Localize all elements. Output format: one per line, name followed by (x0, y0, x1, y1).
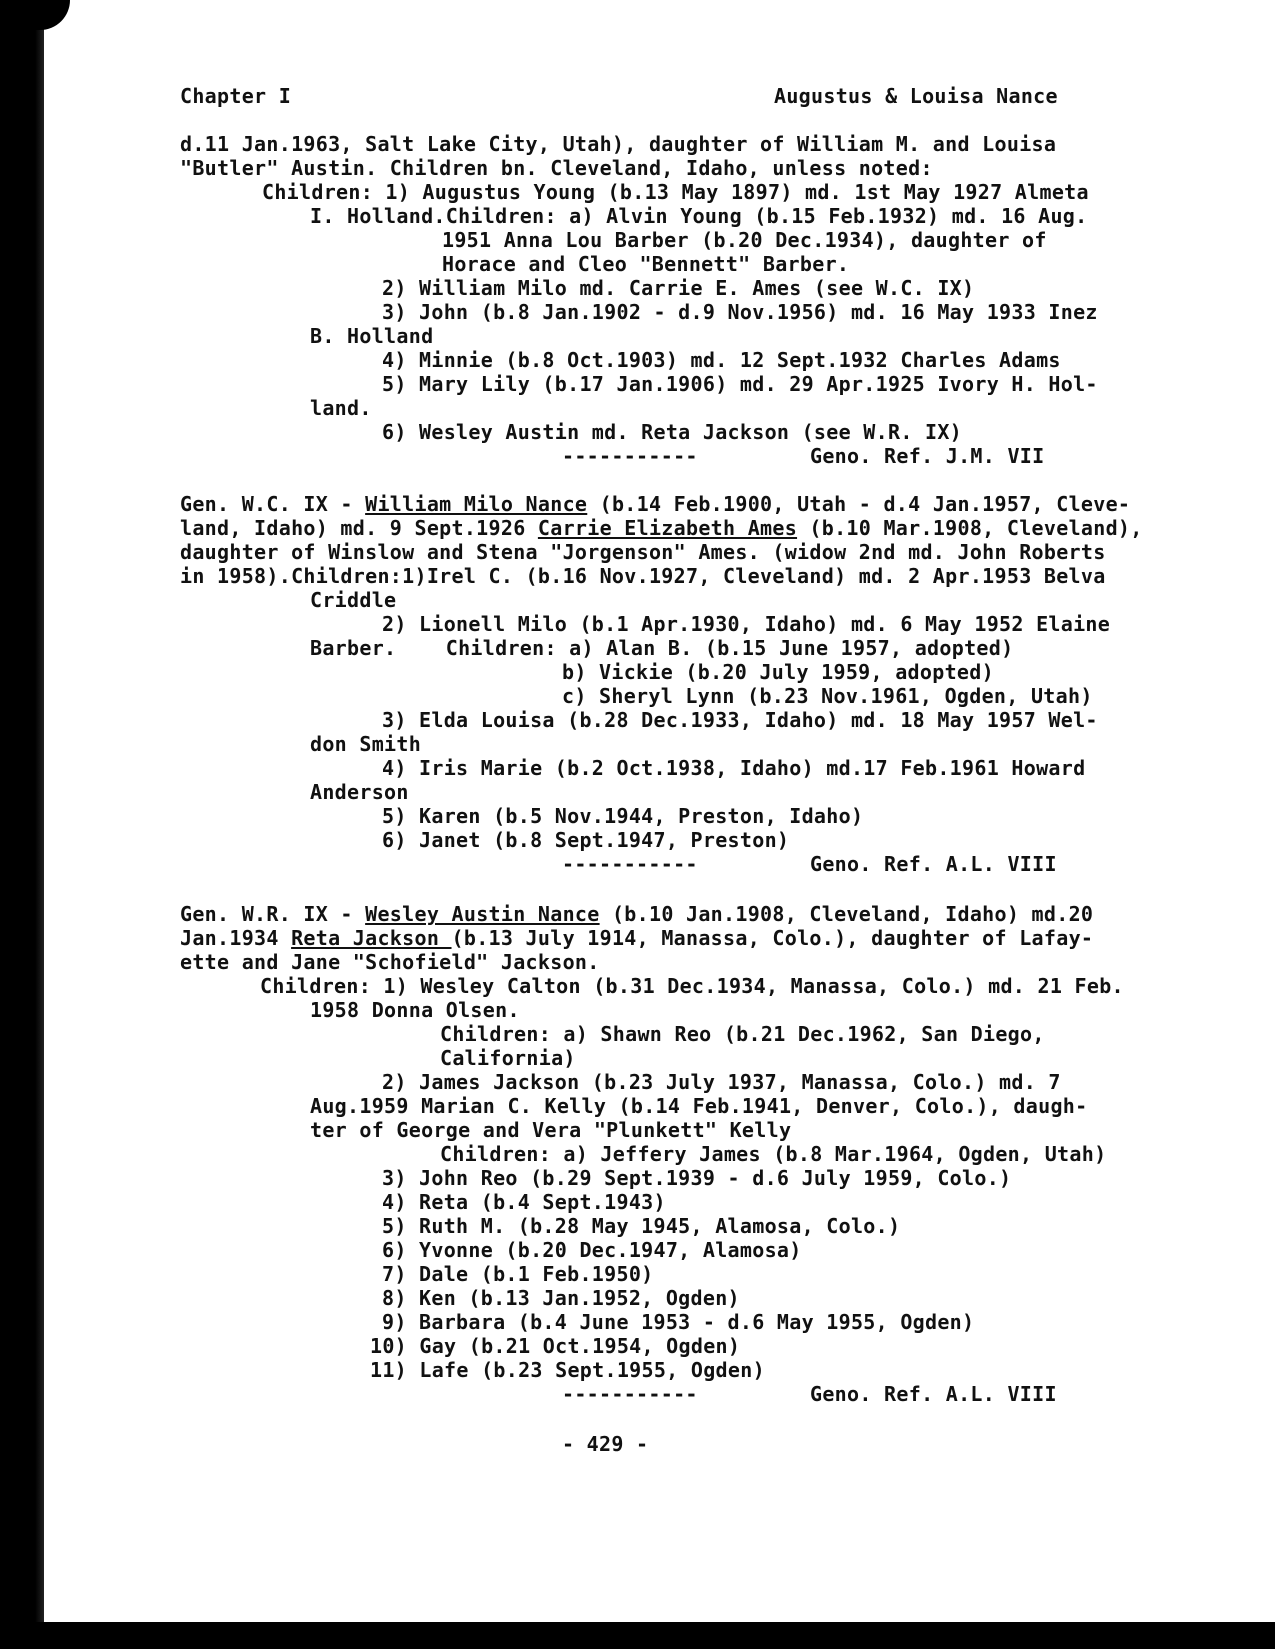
text-line: ter of George and Vera "Plunkett" Kelly (310, 1118, 792, 1142)
person-name: William Milo Nance (365, 492, 588, 516)
text-line: 4) Iris Marie (b.2 Oct.1938, Idaho) md.17 Feb.1961 Howard (382, 756, 1086, 780)
text-line: b) Vickie (b.20 July 1959, adopted) (562, 660, 994, 684)
text-line: Children: 1) Wesley Calton (b.31 Dec.1934, Manassa, Colo.) md. 21 Feb. (260, 974, 1124, 998)
text-line: 2) William Milo md. Carrie E. Ames (see W.C. IX) (382, 276, 975, 300)
text-line: 3) Elda Louisa (b.28 Dec.1933, Idaho) md. 18 May 1957 Wel- (382, 708, 1098, 732)
section-divider: ----------- (562, 852, 698, 876)
scan-edge-bottom (0, 1622, 1275, 1649)
text-span: (b.10 Jan.1908, Cleveland, Idaho) md.20 (599, 902, 1094, 926)
text-line: B. Holland (310, 324, 434, 348)
text-line: land. (310, 396, 372, 420)
text-span: (b.10 Mar.1908, Cleveland), (797, 516, 1143, 540)
text-line: 11) Lafe (b.23 Sept.1955, Ogden) (370, 1358, 765, 1382)
text-line: 9) Barbara (b.4 June 1953 - d.6 May 1955, Ogden) (382, 1310, 975, 1334)
text-line: Horace and Cleo "Bennett" Barber. (442, 252, 850, 276)
text-line: 6) Janet (b.8 Sept.1947, Preston) (382, 828, 790, 852)
geno-ref: Geno. Ref. J.M. VII (810, 444, 1045, 468)
text-span: Jan.1934 (180, 926, 292, 950)
geno-ref: Geno. Ref. A.L. VIII (810, 852, 1057, 876)
text-line: don Smith (310, 732, 422, 756)
text-line: 4) Reta (b.4 Sept.1943) (382, 1190, 666, 1214)
text-line: 6) Yvonne (b.20 Dec.1947, Alamosa) (382, 1238, 802, 1262)
person-name: Wesley Austin Nance (365, 902, 600, 926)
gen-prefix: Gen. W.C. IX - (180, 492, 366, 516)
gen-prefix: Gen. W.R. IX - (180, 902, 366, 926)
text-line: 7) Dale (b.1 Feb.1950) (382, 1262, 654, 1286)
section-divider: ----------- (562, 444, 698, 468)
spouse-name: Reta Jackson (291, 926, 452, 950)
gen-heading-line (180, 492, 1130, 516)
text-line: 6) Wesley Austin md. Reta Jackson (see W.R. IX) (382, 420, 963, 444)
text-line (180, 926, 1093, 950)
scan-edge-corner (0, 0, 70, 30)
text-line: 5) Karen (b.5 Nov.1944, Preston, Idaho) (382, 804, 864, 828)
text-line: I. Holland.Children: a) Alvin Young (b.15 Feb.1932) md. 16 Aug. (310, 204, 1088, 228)
text-line: Children: a) Shawn Reo (b.21 Dec.1962, San Diego, (440, 1022, 1045, 1046)
text-line: 2) Lionell Milo (b.1 Apr.1930, Idaho) md. 6 May 1952 Elaine (382, 612, 1111, 636)
text-line: Children: 1) Augustus Young (b.13 May 1897) md. 1st May 1927 Almeta (262, 180, 1089, 204)
text-line: 1951 Anna Lou Barber (b.20 Dec.1934), daughter of (442, 228, 1047, 252)
text-line: 1958 Donna Olsen. (310, 998, 520, 1022)
text-line: Children: a) Jeffery James (b.8 Mar.1964, Ogden, Utah) (440, 1142, 1107, 1166)
text-line: c) Sheryl Lynn (b.23 Nov.1961, Ogden, Utah) (562, 684, 1093, 708)
page-number: - 429 - (562, 1432, 649, 1456)
text-line: Anderson (310, 780, 409, 804)
geno-ref: Geno. Ref. A.L. VIII (810, 1382, 1057, 1406)
text-line: California) (440, 1046, 576, 1070)
text-line: 3) John Reo (b.29 Sept.1939 - d.6 July 1959, Colo.) (382, 1166, 1012, 1190)
text-line: 8) Ken (b.13 Jan.1952, Ogden) (382, 1286, 740, 1310)
text-line: Aug.1959 Marian C. Kelly (b.14 Feb.1941, Denver, Colo.), daugh- (310, 1094, 1088, 1118)
text-line: in 1958).Children:1)Irel C. (b.16 Nov.1927, Cleveland) md. 2 Apr.1953 Belva (180, 564, 1106, 588)
text-line: 10) Gay (b.21 Oct.1954, Ogden) (370, 1334, 741, 1358)
text-span: land, Idaho) md. 9 Sept.1926 (180, 516, 538, 540)
text-line: ette and Jane "Schofield" Jackson. (180, 950, 600, 974)
text-line: daughter of Winslow and Stena "Jorgenson" Ames. (widow 2nd md. John Roberts (180, 540, 1106, 564)
chapter-label: Chapter I (180, 84, 292, 108)
text-span: (b.13 July 1914, Manassa, Colo.), daughter of Lafay- (451, 926, 1094, 950)
text-line: 5) Mary Lily (b.17 Jan.1906) md. 29 Apr.1925 Ivory H. Hol- (382, 372, 1098, 396)
text-line: 5) Ruth M. (b.28 May 1945, Alamosa, Colo.) (382, 1214, 901, 1238)
text-line: "Butler" Austin. Children bn. Cleveland, Idaho, unless noted: (180, 156, 933, 180)
text-line: 4) Minnie (b.8 Oct.1903) md. 12 Sept.1932 Charles Adams (382, 348, 1061, 372)
text-line: 3) John (b.8 Jan.1902 - d.9 Nov.1956) md. 16 May 1933 Inez (382, 300, 1098, 324)
text-span: (b.14 Feb.1900, Utah - d.4 Jan.1957, Cleve- (587, 492, 1131, 516)
section-divider: ----------- (562, 1382, 698, 1406)
scan-edge-left (0, 0, 44, 1649)
text-line (180, 516, 1143, 540)
text-line: 2) James Jackson (b.23 July 1937, Manassa, Colo.) md. 7 (382, 1070, 1061, 1094)
text-line: Criddle (310, 588, 397, 612)
text-line: d.11 Jan.1963, Salt Lake City, Utah), daughter of William M. and Louisa (180, 132, 1057, 156)
spouse-name: Carrie Elizabeth Ames (537, 516, 798, 540)
page-header-title: Augustus & Louisa Nance (774, 84, 1058, 108)
gen-heading-line (180, 902, 1093, 926)
text-line: Barber. Children: a) Alan B. (b.15 June 1957, adopted) (310, 636, 1014, 660)
